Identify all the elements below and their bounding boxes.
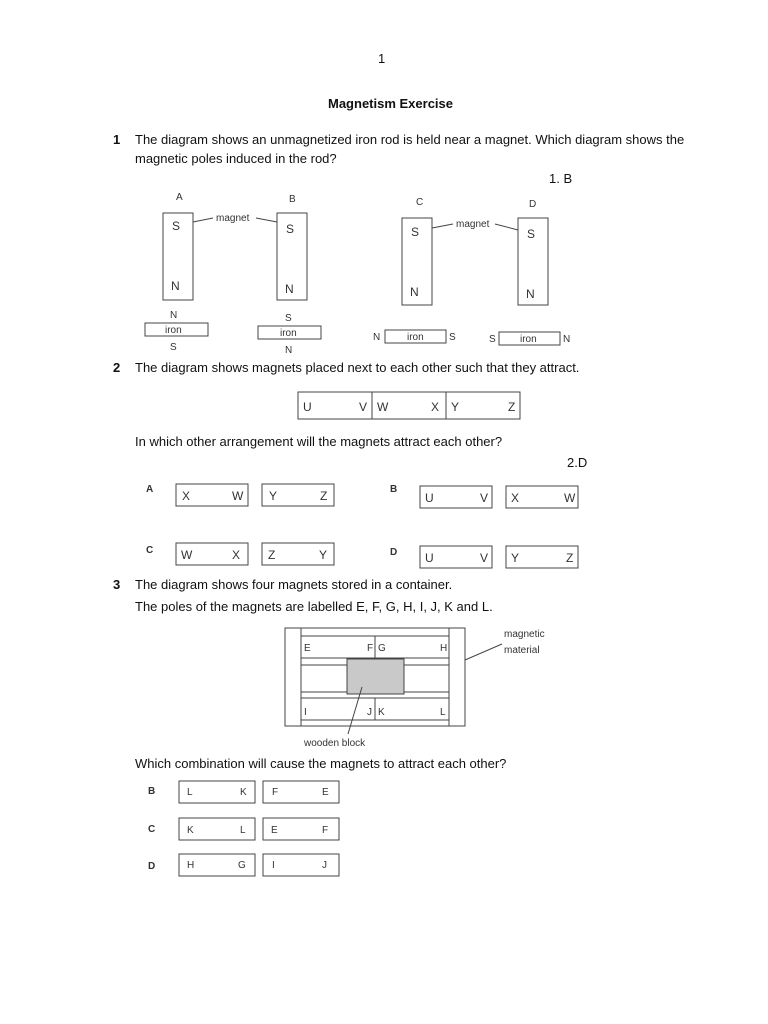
magnet-a-s: S [172,219,181,233]
q2-option-a-label: A [146,484,154,495]
q2-b-pole-4: W [564,491,576,505]
pole-h: H [440,643,448,654]
magnet-d-n: N [526,287,535,301]
question-1-answer: 1. B [549,171,573,186]
q3-c-pole-1: K [187,825,194,836]
q3-c-pole-2: L [240,825,246,836]
question-3-text-line1: The diagram shows four magnets stored in a container. [135,577,453,592]
rod-a-top-pole: N [170,310,178,321]
question-1-text-line1: The diagram shows an unmagnetized iron rod is held near a magnet. Which diagram shows the [135,132,685,147]
question-2-question: In which other arrangement will the magnets attract each other? [135,434,503,449]
q3-b-pole-4: E [322,787,329,798]
q3-c-pole-3: E [271,825,278,836]
q3-d-pole-2: G [238,860,246,871]
rod-b-top-pole: S [285,313,292,324]
option-d-label: D [529,199,537,210]
iron-label-c: iron [407,332,424,343]
pole-i: I [304,707,307,718]
q2-c-pole-1: W [181,548,193,562]
q2-d-pole-3: Y [511,551,520,565]
question-1-figure [140,186,585,356]
pole-x: X [431,400,440,414]
question-2-number: 2 [113,360,121,375]
question-2-options-figure [140,476,585,574]
question-3-number: 3 [113,577,121,592]
wooden-block-label: wooden block [304,738,366,749]
q2-d-pole-2: V [480,551,489,565]
page-title: Magnetism Exercise [328,96,454,111]
question-1-number: 1 [113,132,121,147]
magnet-label-ab: magnet [216,213,250,224]
q2-option-d-label: D [390,547,398,558]
pole-e: E [304,643,311,654]
pole-f: F [367,643,374,654]
rod-b-bottom-pole: N [285,345,293,356]
question-2-text: The diagram shows magnets placed next to each other such that they attract. [135,360,580,375]
magnet-c-s: S [411,225,420,239]
q2-a-pole-2: W [232,489,244,503]
question-3-question: Which combination will cause the magnets to attract each other? [135,756,507,771]
q2-a-pole-1: X [182,489,191,503]
question-1-text-line2: magnetic poles induced in the rod? [135,151,337,166]
q2-d-pole-4: Z [566,551,574,565]
q2-a-pole-4: Z [320,489,328,503]
q3-b-pole-3: F [272,787,279,798]
option-c-label: C [416,197,424,208]
q3-d-pole-4: J [322,860,327,871]
magnet-c-n: N [410,285,419,299]
option-b-label: B [289,194,296,205]
magnetic-material-right [449,628,465,726]
q3-d-pole-1: H [187,860,195,871]
pole-w: W [377,400,389,414]
q2-c-pole-3: Z [268,548,276,562]
pole-v: V [359,400,368,414]
rod-c-left-pole: N [373,332,381,343]
magnet-kl [375,698,449,720]
iron-label-a: iron [165,325,182,336]
q2-c-pole-4: Y [319,548,328,562]
q3-option-b-label: B [148,786,156,797]
rod-d-left-pole: S [489,334,496,345]
option-a-label: A [176,192,183,203]
q3-c-pole-4: F [322,825,329,836]
rod-d-right-pole: N [563,334,571,345]
magnetic-material-label-line2: material [504,645,540,656]
page-number: 1 [378,51,386,66]
q3-option-c-label: C [148,824,156,835]
question-3-container-figure [282,622,552,750]
magnet-ij [301,698,375,720]
q2-c-pole-2: X [232,548,241,562]
question-2-main-figure [296,390,524,422]
pole-u: U [303,400,312,414]
magnet-d-s: S [527,227,536,241]
magnet-b-s: S [286,222,295,236]
pole-l: L [440,707,446,718]
iron-label-b: iron [280,328,297,339]
magnet-ef [301,636,375,658]
q2-b-pole-1: U [425,491,434,505]
question-3-text-line2: The poles of the magnets are labelled E, F, G, H, I, J, K and L. [135,599,493,614]
q2-option-c-label: C [146,545,154,556]
pole-j: J [367,707,372,718]
magnet-gh [375,636,449,658]
q2-a-pole-3: Y [269,489,278,503]
question-2-answer: 2.D [567,455,588,470]
pole-g: G [378,643,386,654]
pole-k: K [378,707,385,718]
q3-b-pole-1: L [187,787,193,798]
wooden-block [347,659,404,694]
magnet-b-n: N [285,282,294,296]
q3-d-pole-3: I [272,860,275,871]
q2-b-pole-3: X [511,491,520,505]
rod-a-bottom-pole: S [170,342,177,353]
magnet-label-cd: magnet [456,219,490,230]
q2-d-pole-1: U [425,551,434,565]
pole-y: Y [451,400,460,414]
q2-b-pole-2: V [480,491,489,505]
question-3-options-figure [140,776,350,881]
q3-option-d-label: D [148,861,156,872]
iron-label-d: iron [520,334,537,345]
magnetic-material-label-line1: magnetic [504,629,545,640]
magnet-a-n: N [171,279,180,293]
q2-option-b-label: B [390,484,398,495]
magnetic-material-left [285,628,301,726]
pole-z: Z [508,400,516,414]
rod-c-right-pole: S [449,332,456,343]
q3-b-pole-2: K [240,787,247,798]
